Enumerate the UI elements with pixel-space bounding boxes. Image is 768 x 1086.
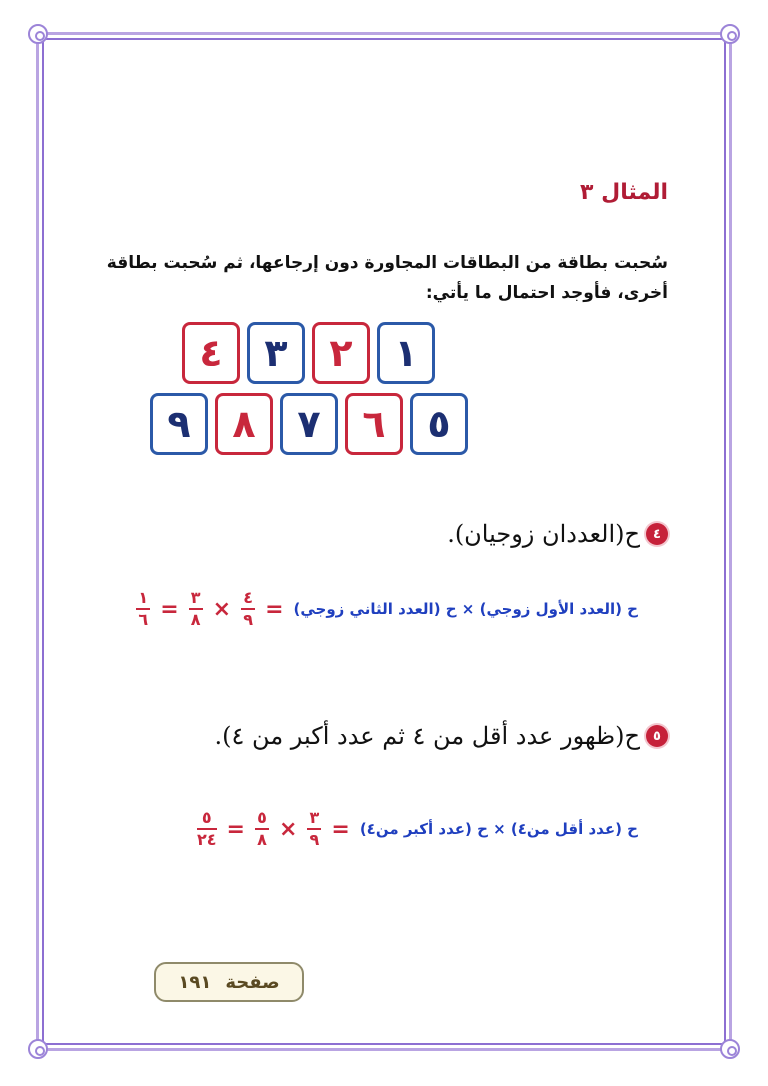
part-text: ح(ظهور عدد أقل من ٤ ثم عدد أكبر من ٤).	[214, 722, 640, 750]
cards-row-bottom	[150, 393, 468, 455]
denominator: ٢٤	[196, 830, 217, 849]
equation-lhs: ح (عدد أقل من٤) × ح (عدد أكبر من٤)	[359, 820, 638, 838]
part-number-badge: ٥	[646, 725, 668, 747]
page-label: صفحة	[225, 971, 280, 993]
denominator: ٦	[138, 610, 149, 629]
result-fraction	[197, 810, 217, 848]
problem-text: سُحبت بطاقة من البطاقات المجاورة دون إرجاعها، ثم سُحبت بطاقة أخرى، فأوجد احتمال ما يأتي:	[106, 253, 668, 303]
fraction	[255, 810, 269, 848]
fraction	[241, 590, 255, 628]
corner-ornament	[28, 1039, 48, 1059]
equals-sign: =	[331, 816, 350, 842]
equation-lhs: ح (العدد الأول زوجي) × ح (العدد الثاني زوجي)	[293, 600, 638, 618]
fraction	[307, 810, 321, 848]
numerator: ٣	[309, 808, 320, 827]
card-5: ٥	[410, 393, 468, 455]
card-7: ٧	[280, 393, 338, 455]
corner-ornament	[28, 24, 48, 44]
card-2: ٢	[312, 322, 370, 384]
page-number: ١٩١	[178, 971, 212, 993]
result-fraction	[136, 590, 150, 628]
equation-5	[197, 810, 638, 848]
card-9: ٩	[150, 393, 208, 455]
numerator: ١	[138, 588, 149, 607]
equals-sign: =	[160, 596, 179, 622]
example-title: المثال ٣	[580, 180, 668, 205]
denominator: ٨	[257, 830, 267, 849]
part-5	[215, 722, 668, 750]
times-sign: ×	[212, 596, 232, 622]
numerator: ٤	[243, 588, 253, 607]
numerator: ٣	[190, 588, 201, 607]
page-number-badge	[154, 962, 304, 1002]
equation-4	[136, 590, 638, 628]
card-4: ٤	[182, 322, 240, 384]
denominator: ٩	[243, 610, 253, 629]
corner-ornament	[720, 1039, 740, 1059]
part-4	[447, 520, 668, 548]
part-number-badge: ٤	[646, 523, 668, 545]
times-sign: ×	[278, 816, 298, 842]
card-3: ٣	[247, 322, 305, 384]
card-1: ١	[377, 322, 435, 384]
corner-ornament	[720, 24, 740, 44]
part-text: ح(العددان زوجيان).	[447, 520, 640, 548]
equals-sign: =	[265, 596, 284, 622]
equals-sign: =	[226, 816, 245, 842]
cards-row-top	[182, 322, 435, 384]
numerator: ٥	[201, 808, 212, 827]
fraction	[189, 590, 203, 628]
denominator: ٨	[190, 610, 201, 629]
card-6: ٦	[345, 393, 403, 455]
card-8: ٨	[215, 393, 273, 455]
numerator: ٥	[257, 808, 267, 827]
denominator: ٩	[309, 830, 320, 849]
